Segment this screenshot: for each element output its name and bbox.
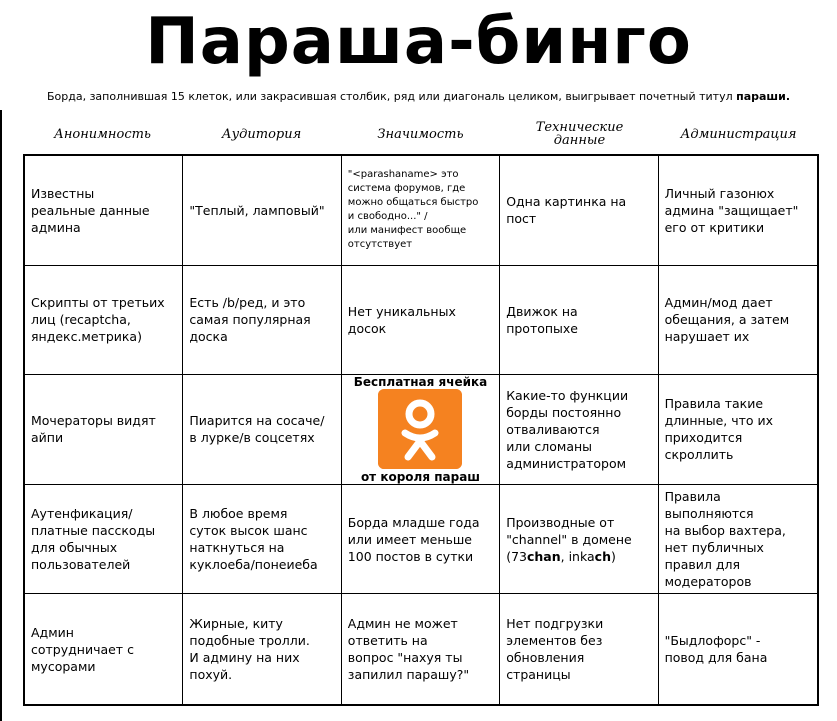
cell-text: "Теплый, ламповый" bbox=[189, 202, 325, 218]
column-header-administration bbox=[659, 114, 818, 154]
cell-text-part: ) bbox=[610, 548, 616, 564]
cell-text: Есть /b/ред, и это самая популярная доска bbox=[189, 295, 311, 345]
cell-text: Админ/мод дает обещания, а затем нарушает их bbox=[664, 295, 790, 345]
cell-text: Жирные, киту подобные тролли. И админу на них похуй. bbox=[189, 616, 310, 683]
cell-text: В любое время суток высок шанс наткнуться на куклоеба/понеиеба bbox=[189, 506, 318, 573]
cell-text: Пиарится на сосаче/ в лурке/в соцсетях bbox=[189, 413, 325, 446]
bingo-cell-r1c2 bbox=[183, 156, 341, 266]
bingo-cell-r3c4 bbox=[500, 375, 658, 485]
bingo-cell-r3c5 bbox=[659, 375, 817, 485]
cell-text: Нет подгрузки элементов без обновления страницы bbox=[506, 616, 604, 683]
free-cell-label-top: Бесплатная ячейка bbox=[353, 375, 488, 390]
bingo-grid bbox=[23, 154, 819, 706]
bingo-cell-r1c3 bbox=[342, 156, 500, 266]
rules-text-main: Борда, заполнившая 15 клеток, или закрасившая столбик, ряд или диагональ целиком, выигрывает почетный титул bbox=[46, 90, 737, 103]
bingo-cell-r4c1 bbox=[25, 485, 183, 595]
left-border-line bbox=[0, 110, 2, 721]
column-header-label: Анонимность bbox=[53, 126, 152, 142]
column-header-label: Значимость bbox=[377, 126, 464, 142]
cell-text: Правила такие длинные, что их приходится скроллить bbox=[664, 396, 774, 463]
bingo-cell-free bbox=[342, 375, 500, 485]
bingo-cell-r3c1 bbox=[25, 375, 183, 485]
bingo-cell-r2c3 bbox=[342, 266, 500, 376]
cell-text: Движок на протопыхе bbox=[506, 303, 579, 336]
column-header-anonymity bbox=[23, 114, 182, 154]
cell-text: Скрипты от третьих лиц (recaptcha, яндекс.метрика) bbox=[31, 295, 165, 345]
rules-text-bold: параши. bbox=[736, 90, 790, 103]
bingo-cell-r2c2 bbox=[183, 266, 341, 376]
cell-text: Нет уникальных досок bbox=[347, 303, 456, 336]
column-header-audience bbox=[182, 114, 341, 154]
cell-text: Админ не может ответить на вопрос "нахуя ты запилил парашу?" bbox=[347, 616, 470, 683]
cell-text-part: , inka bbox=[560, 548, 595, 564]
cell-text: "<parashaname> это система форумов, где можно общаться быстро и свободно..." / или манифест вообще отсутствует bbox=[347, 169, 479, 251]
cell-text: Личный газонюх админа "защищает" его от критики bbox=[664, 185, 799, 235]
cell-text-bold: ch bbox=[594, 548, 611, 564]
cell-text: Админ сотрудничает с мусорами bbox=[31, 624, 134, 674]
bingo-cell-r1c4 bbox=[500, 156, 658, 266]
column-header-label: Технические данные bbox=[535, 120, 624, 148]
bingo-cell-r1c1 bbox=[25, 156, 183, 266]
cell-text-bold: chan bbox=[526, 548, 561, 564]
bingo-cell-r5c1 bbox=[25, 594, 183, 704]
cell-text: Правила выполняются на выбор вахтера, нет публичных правил для модераторов bbox=[664, 489, 786, 590]
cell-text: Одна картинка на пост bbox=[506, 194, 627, 227]
bingo-cell-r2c5 bbox=[659, 266, 817, 376]
column-header-significance bbox=[341, 114, 500, 154]
bingo-cell-r5c2 bbox=[183, 594, 341, 704]
cell-text: Известны реальные данные админа bbox=[31, 185, 150, 235]
cell-text-part: Производные от "channel" в домене (73 bbox=[506, 514, 632, 564]
bingo-cell-r4c4 bbox=[500, 485, 658, 595]
cell-text: Мочераторы видят айпи bbox=[31, 413, 156, 446]
column-header-label: Администрация bbox=[680, 126, 797, 142]
cell-text: "Быдлофорс" - повод для бана bbox=[664, 633, 768, 666]
bingo-cell-r1c5 bbox=[659, 156, 817, 266]
column-header-technical bbox=[500, 114, 659, 154]
bingo-cell-r4c2 bbox=[183, 485, 341, 595]
column-headers bbox=[23, 114, 819, 154]
bingo-cell-r3c2 bbox=[183, 375, 341, 485]
cell-text: Аутенфикация/ платные пасскоды для обычных пользователей bbox=[31, 506, 156, 573]
bingo-cell-r4c5 bbox=[659, 485, 817, 595]
odnoklassniki-logo-icon bbox=[378, 389, 462, 469]
free-cell-label-bottom: от короля параш bbox=[360, 469, 481, 484]
bingo-cell-r5c3 bbox=[342, 594, 500, 704]
cell-text bbox=[506, 514, 632, 565]
bingo-cell-r4c3 bbox=[342, 485, 500, 595]
cell-text: Борда младше года или имеет меньше 100 постов в сутки bbox=[347, 514, 480, 564]
bingo-cell-r2c4 bbox=[500, 266, 658, 376]
bingo-cell-r5c5 bbox=[659, 594, 817, 704]
bingo-cell-r5c4 bbox=[500, 594, 658, 704]
page-title: Параша-бинго bbox=[145, 5, 692, 79]
column-header-label: Аудитория bbox=[221, 126, 302, 142]
rules-text bbox=[0, 89, 837, 105]
cell-text: Какие-то функции борды постоянно отваливаются или сломаны администратором bbox=[506, 387, 629, 471]
bingo-cell-r2c1 bbox=[25, 266, 183, 376]
